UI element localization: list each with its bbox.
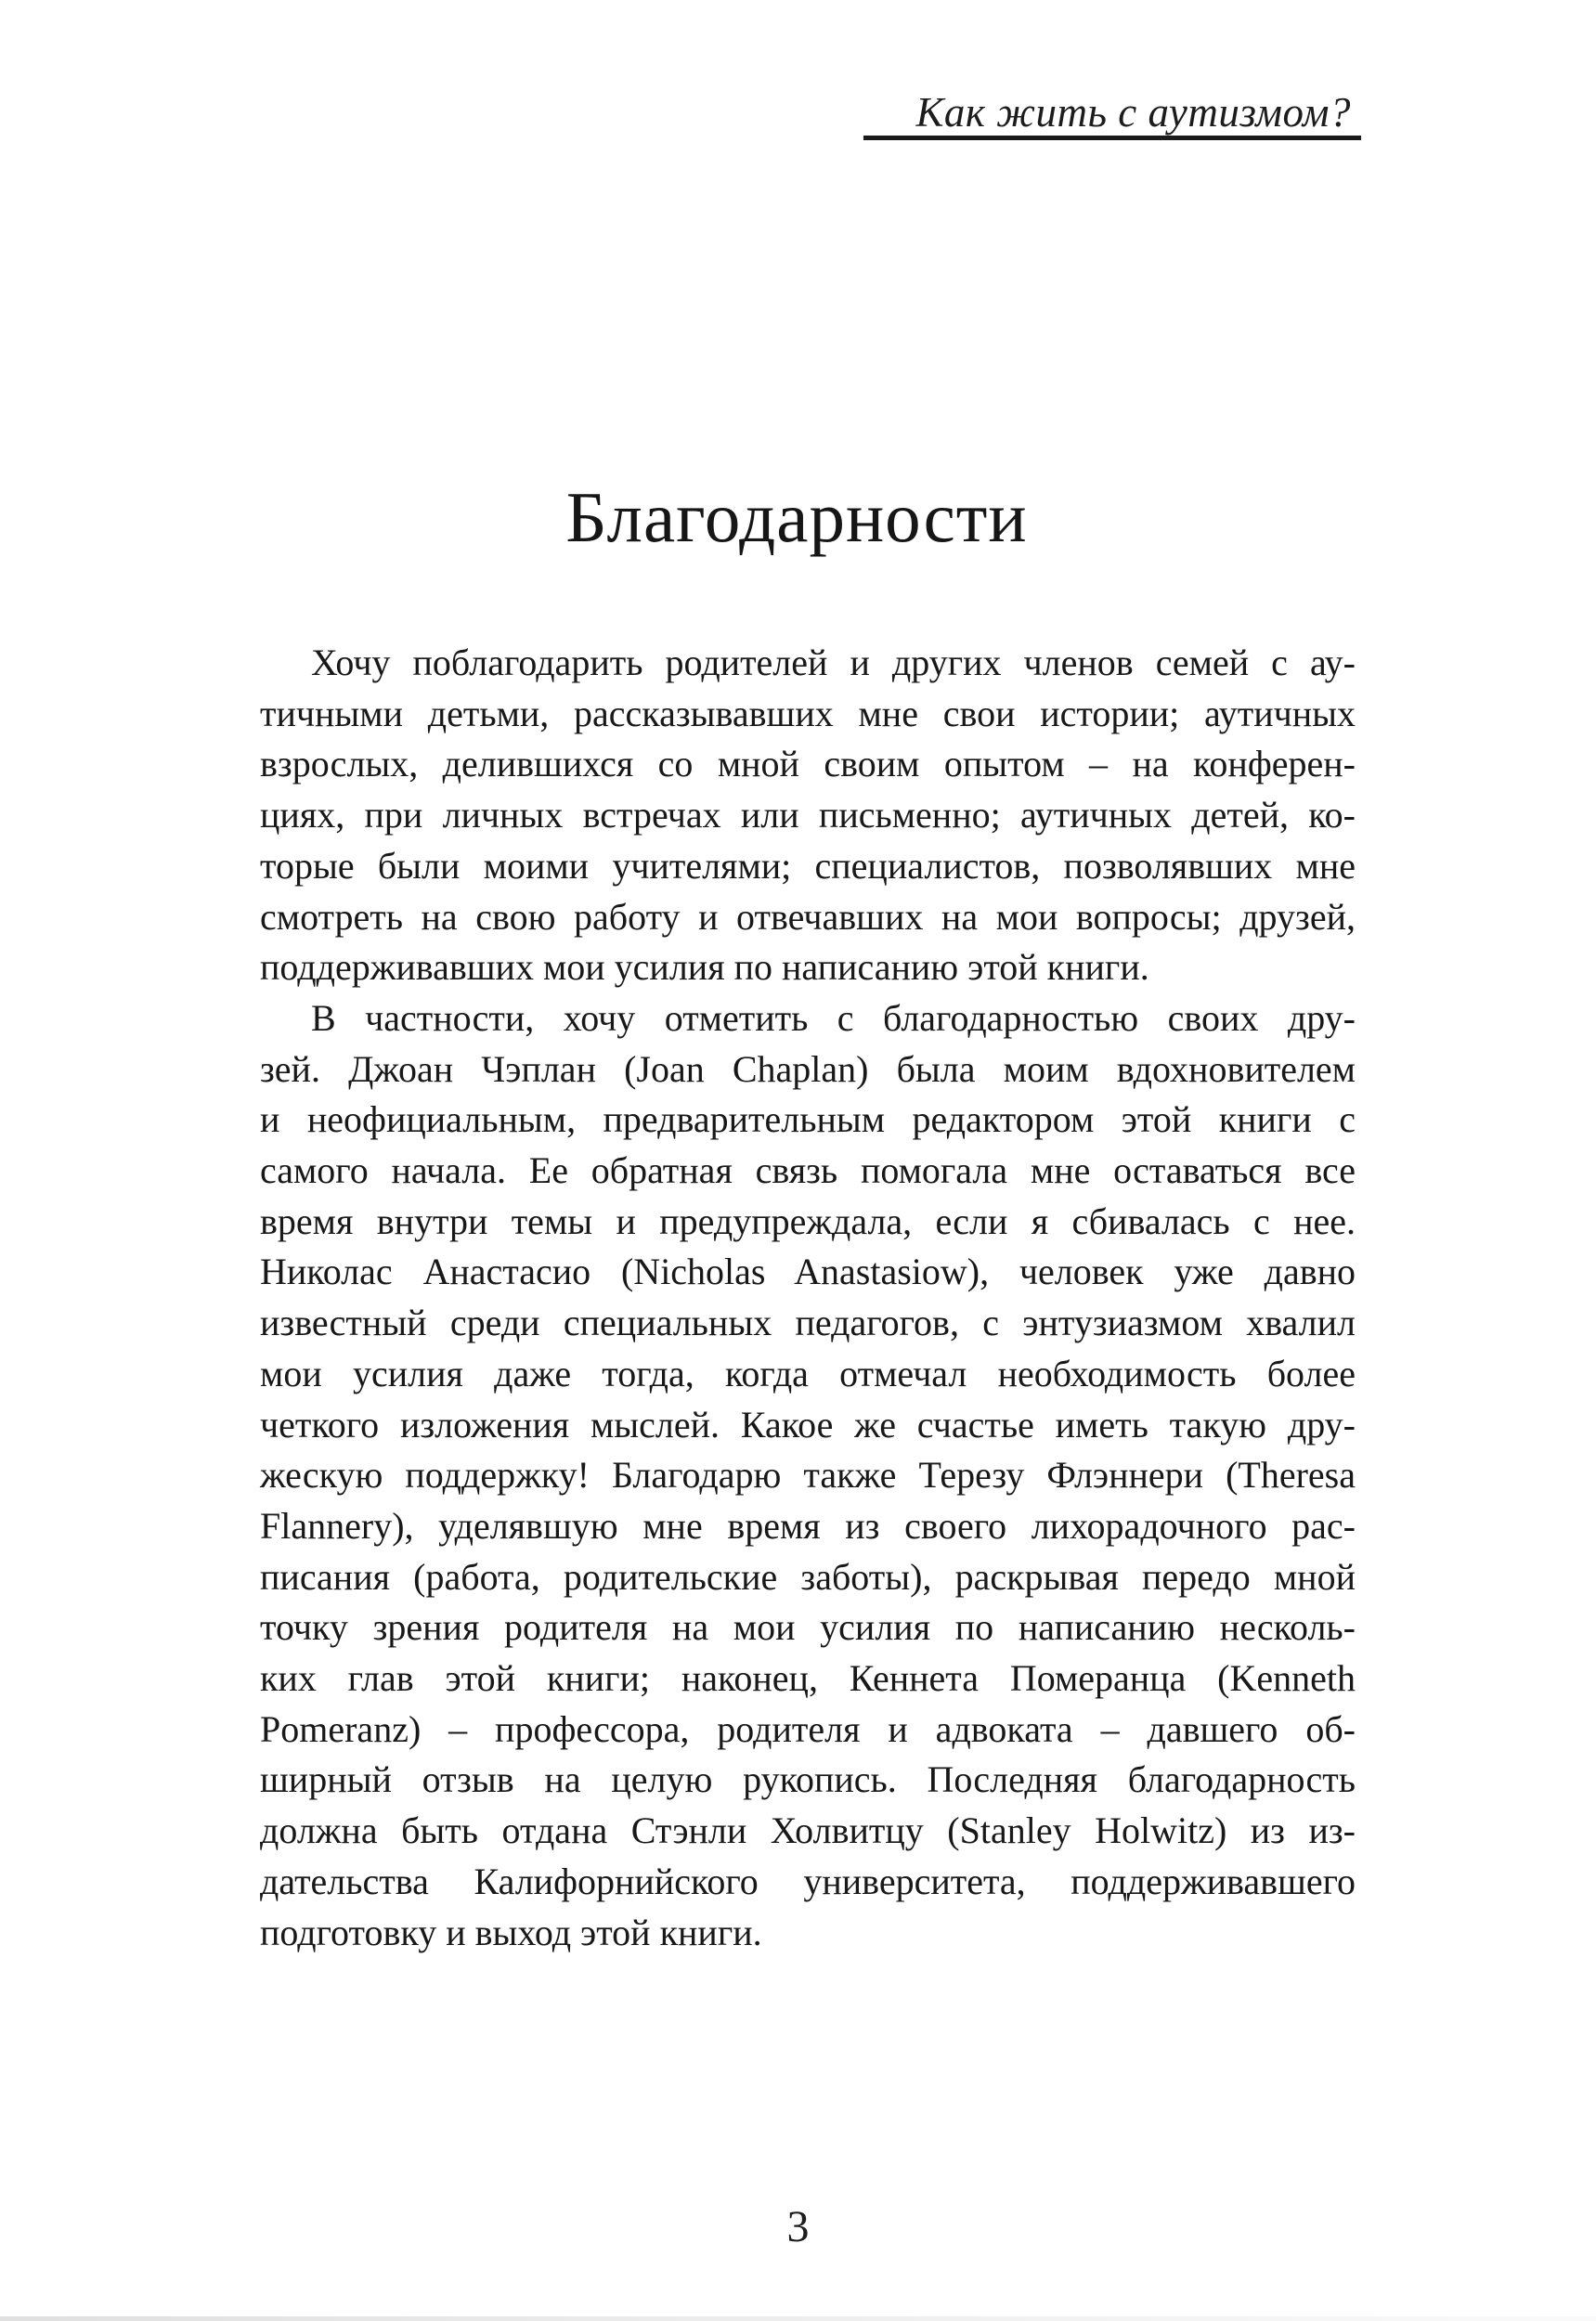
text-line: взрослых, делившихся со мной своим опытом – на конферен-: [260, 743, 1356, 785]
text-line: ширный отзыв на целую рукопись. Последняя благодарность: [260, 1758, 1356, 1801]
text-line: известный среди специальных педагогов, с энтузиазмом хвалил: [260, 1302, 1356, 1344]
text-line: поддерживавших мои усилия по написанию этой книги.: [260, 946, 1149, 989]
text-line: Николас Анастасио (Nicholas Anastasiow), человек уже давно: [260, 1251, 1356, 1293]
text-line: ких глав этой книги; наконец, Кеннета Померанца (Kenneth: [260, 1657, 1356, 1700]
running-header: Как жить с аутизмом?: [915, 89, 1351, 136]
text-line: писания (работа, родительские заботы), раскрывая передо мной: [260, 1555, 1356, 1598]
text-line: Pomeranz) – профессора, родителя и адвоката – давшего об-: [260, 1707, 1356, 1750]
text-line: время внутри темы и предупреждала, если я сбивалась с нее.: [260, 1199, 1356, 1242]
chapter-title: Благодарности: [565, 477, 1028, 557]
text-line: торые были моими учителями; специалистов, позволявших мне: [260, 844, 1356, 887]
text-line: точку зрения родителя на мои усилия по написанию несколь-: [260, 1606, 1356, 1649]
text-line: В частности, хочу отметить с благодарностью своих дру-: [311, 996, 1356, 1039]
body-text: [260, 638, 1356, 1958]
text-line: зей. Джоан Чэплан (Joan Chaplan) была моим вдохновителем: [260, 1047, 1356, 1090]
text-line: дательства Калифорнийского университета, поддерживавшего: [260, 1860, 1356, 1902]
text-line: подготовку и выход этой книги.: [260, 1911, 762, 1953]
text-line: смотреть на свою работу и отвечавших на мои вопросы; друзей,: [260, 895, 1356, 938]
page-number: 3: [786, 2202, 810, 2251]
text-line: четкого изложения мыслей. Какое же счастье иметь такую дру-: [260, 1403, 1356, 1446]
text-line: жескую поддержку! Благодарю также Терезу Флэннери (Theresa: [260, 1454, 1356, 1497]
header-rule: [863, 136, 1361, 140]
text-line: Хочу поблагодарить родителей и других членов семей с ау-: [311, 642, 1356, 683]
text-line: самого начала. Ее обратная связь помогала мне оставаться все: [260, 1149, 1356, 1192]
text-line: должна быть отдана Стэнли Холвитцу (Stanley Holwitz) из из-: [260, 1809, 1356, 1852]
text-line: и неофициальным, предварительным редактором этой книги с: [260, 1098, 1356, 1141]
scan-edge-artifact: [0, 2316, 1596, 2321]
text-line: Flannery), уделявшую мне время из своего лихорадочного рас-: [260, 1504, 1356, 1547]
text-line: тичными детьми, рассказывавших мне свои истории; аутичных: [260, 692, 1356, 734]
text-line: циях, при личных встречах или письменно; аутичных детей, ко-: [260, 794, 1356, 836]
text-line: мои усилия даже тогда, когда отмечал необходимость более: [260, 1352, 1356, 1394]
